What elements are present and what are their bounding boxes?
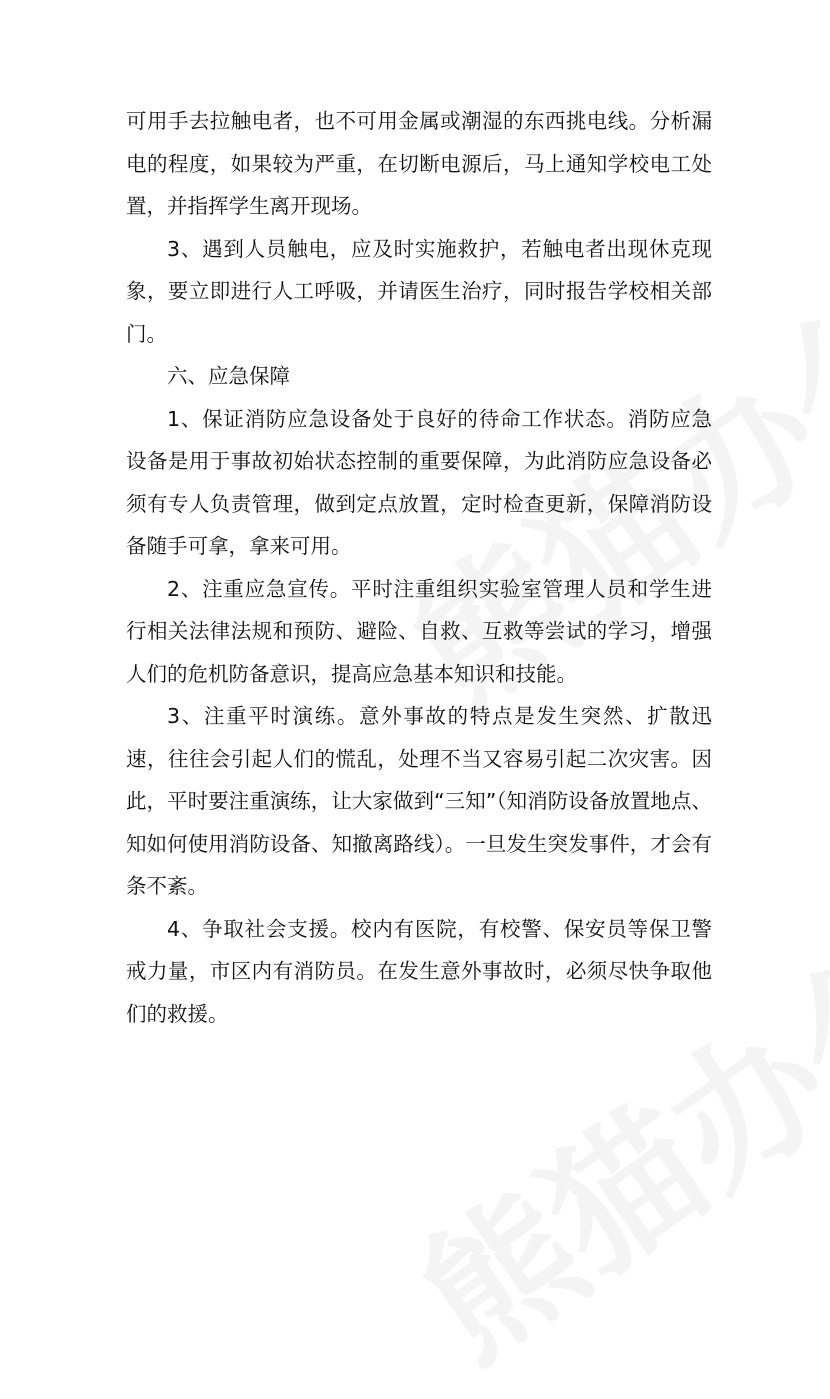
paragraph-item-3-drills: 3、注重平时演练。意外事故的特点是发生突然、扩散迅速，往往会引起人们的慌乱，处理不当又容易引起二次灾害。因此，平时要注重演练，让大家做到“三知”（知消防设备放置地点、知如何使用消防设备、知撤离路线）。一旦发生突发事件，才会有条不紊。	[126, 704, 712, 898]
paragraph-item-1-equipment: 1、保证消防应急设备处于良好的待命工作状态。消防应急设备是用于事故初始状态控制的重要保障，为此消防应急设备必须有专人负责管理，做到定点放置，定时检查更新，保障消防设备随手可拿，拿来可用。	[126, 406, 712, 558]
section-heading-emergency-support: 六、应急保障	[167, 364, 290, 388]
paragraph-item-4-social-support: 4、争取社会支援。校内有医院，有校警、保安员等保卫警戒力量，市区内有消防员。在发生意外事故时，必须尽快争取他们的救援。	[126, 916, 712, 1026]
paragraph-item-3-electric-shock: 3、遇到人员触电，应及时实施救护，若触电者出现休克现象，要立即进行人工呼吸，并请医生治疗，同时报告学校相关部门。	[126, 236, 712, 346]
document-body	[126, 100, 712, 1035]
paragraph-item-2-publicity: 2、注重应急宣传。平时注重组织实验室管理人员和学生进行相关法律法规和预防、避险、自救、互救等尝试的学习，增强人们的危机防备意识，提高应急基本知识和技能。	[126, 576, 712, 686]
paragraph-continuation: 可用手去拉触电者，也不可用金属或潮湿的东西挑电线。分析漏电的程度，如果较为严重，在切断电源后，马上通知学校电工处置，并指挥学生离开现场。	[126, 109, 712, 218]
